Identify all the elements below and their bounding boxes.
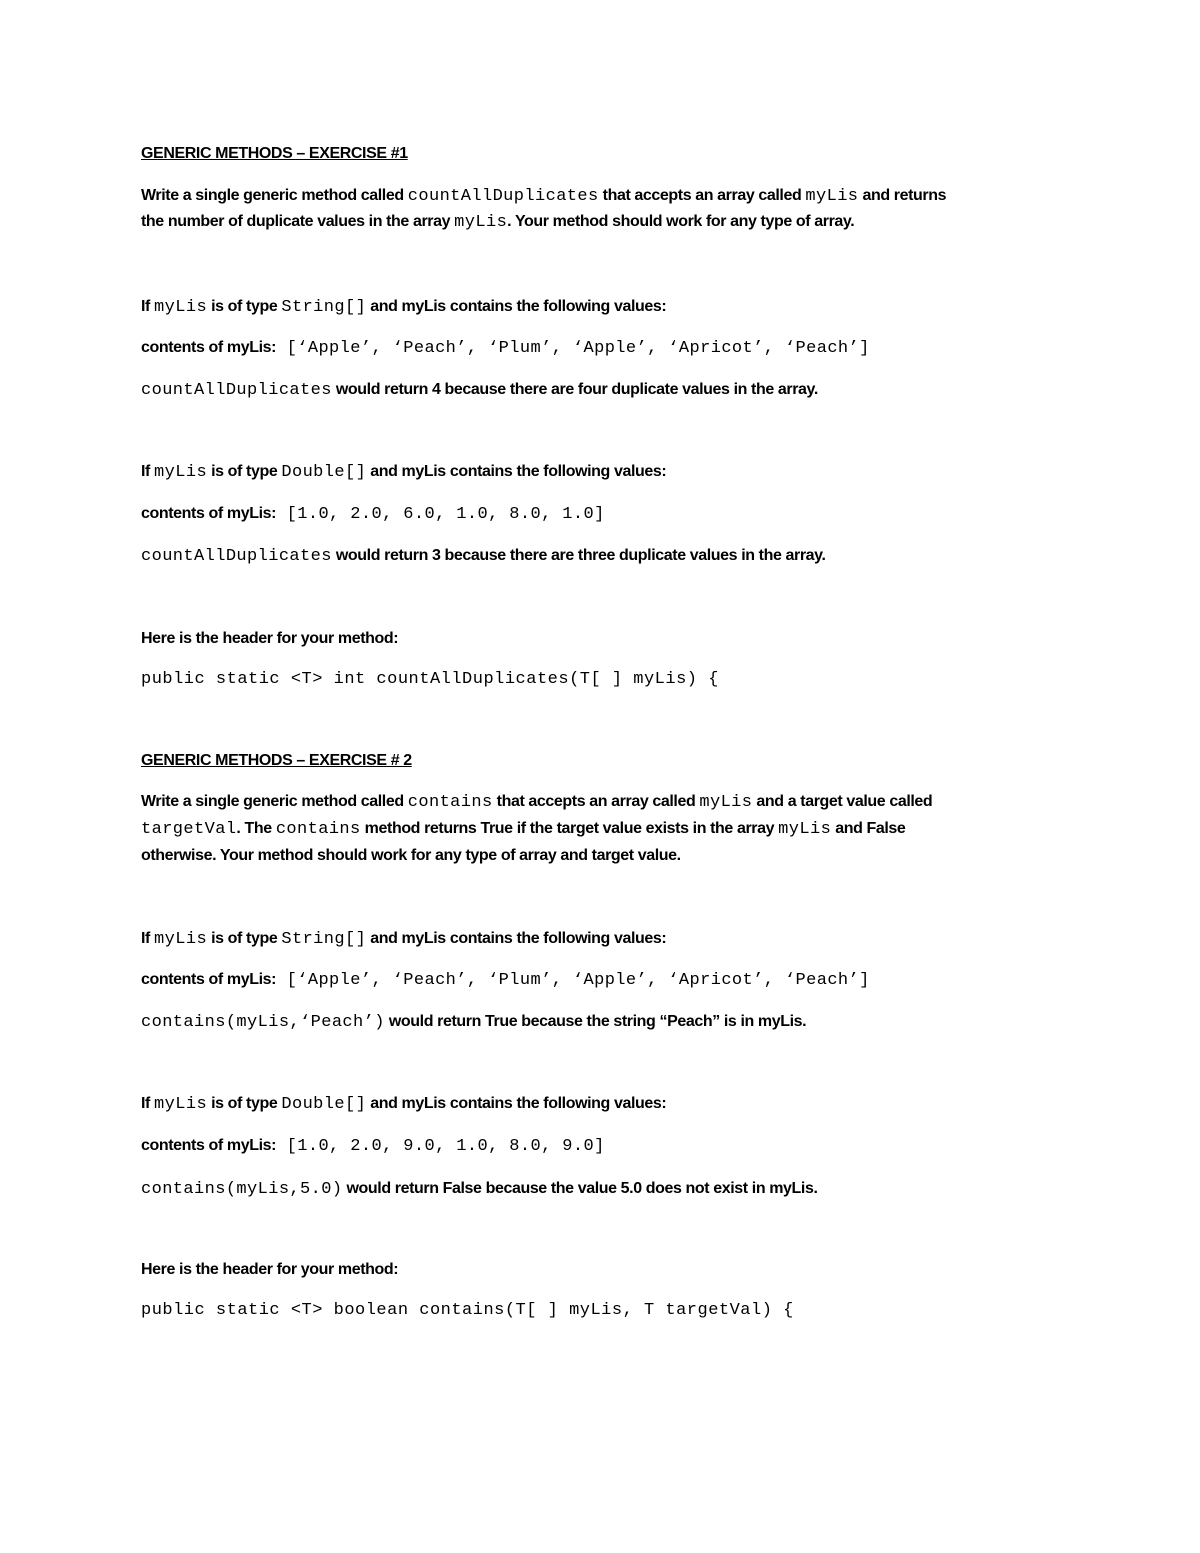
code-type: String[] bbox=[281, 298, 367, 317]
code-variable: myLis bbox=[778, 820, 832, 839]
code-method-name: contains bbox=[407, 793, 493, 812]
exercise-1-intro-line-2 bbox=[141, 211, 854, 234]
exercise-1-intro-line-1 bbox=[141, 185, 946, 208]
text: If bbox=[141, 298, 155, 315]
exercise-2-intro-line-2 bbox=[141, 818, 905, 841]
exercise-2-header-label: Here is the header for your method: bbox=[141, 1261, 399, 1278]
code-variable: myLis bbox=[454, 213, 508, 232]
contents-label: contents of myLis: bbox=[141, 339, 277, 356]
exercise-1-double-contents bbox=[141, 503, 605, 526]
code-variable: myLis bbox=[154, 298, 208, 317]
code-variable: myLis bbox=[154, 463, 208, 482]
code-method-name: countAllDuplicates bbox=[407, 187, 599, 206]
code-variable: myLis bbox=[699, 793, 753, 812]
code-type: Double[] bbox=[281, 1095, 367, 1114]
exercise-1-string-result bbox=[141, 379, 818, 402]
contents-label: contents of myLis: bbox=[141, 1137, 277, 1154]
code-variable: targetVal bbox=[141, 820, 237, 839]
text: would return True because the string “Peach” is in myLis. bbox=[384, 1013, 807, 1030]
code-type: Double[] bbox=[281, 463, 367, 482]
exercise-2-intro-line-3: otherwise. Your method should work for any type of array and target value. bbox=[141, 847, 681, 864]
code-method-name: countAllDuplicates bbox=[141, 381, 332, 400]
exercise-2-method-header-code: public static <T> boolean contains(T[ ] myLis, T targetVal) { bbox=[141, 1301, 794, 1320]
exercise-2-heading: GENERIC METHODS – EXERCISE # 2 bbox=[141, 752, 412, 769]
exercise-2-string-result bbox=[141, 1011, 806, 1034]
exercise-2-double-result bbox=[141, 1178, 818, 1201]
exercise-1-double-result bbox=[141, 545, 826, 568]
text: would return False because the value 5.0 does not exist in myLis. bbox=[342, 1180, 818, 1197]
contents-value: [‘Apple’, ‘Peach’, ‘Plum’, ‘Apple’, ‘Apricot’, ‘Peach’] bbox=[276, 971, 870, 990]
code-method-name: countAllDuplicates bbox=[141, 547, 332, 566]
code-variable: myLis bbox=[154, 1095, 208, 1114]
exercise-1-heading: GENERIC METHODS – EXERCISE #1 bbox=[141, 145, 408, 162]
text: and myLis contains the following values: bbox=[366, 298, 667, 315]
exercise-1-header-label: Here is the header for your method: bbox=[141, 630, 399, 647]
contents-value: [1.0, 2.0, 6.0, 1.0, 8.0, 1.0] bbox=[276, 505, 605, 524]
contents-label: contents of myLis: bbox=[141, 505, 277, 522]
text: If bbox=[141, 930, 155, 947]
text: is of type bbox=[207, 930, 282, 947]
exercise-2-double-case-intro bbox=[141, 1093, 666, 1116]
text: Write a single generic method called bbox=[141, 187, 408, 204]
exercise-1-double-case-intro bbox=[141, 461, 666, 484]
text: the number of duplicate values in the array bbox=[141, 213, 455, 230]
exercise-1-string-contents bbox=[141, 337, 870, 360]
text: would return 3 because there are three duplicate values in the array. bbox=[331, 547, 826, 564]
exercise-2-string-contents bbox=[141, 969, 870, 992]
contents-value: [1.0, 2.0, 9.0, 1.0, 8.0, 9.0] bbox=[276, 1137, 605, 1156]
code-method-name: contains bbox=[275, 820, 361, 839]
text: and myLis contains the following values: bbox=[366, 930, 667, 947]
text: . The bbox=[236, 820, 276, 837]
contents-label: contents of myLis: bbox=[141, 971, 277, 988]
text: Write a single generic method called bbox=[141, 793, 408, 810]
text: If bbox=[141, 463, 155, 480]
text: If bbox=[141, 1095, 155, 1112]
text: is of type bbox=[207, 463, 282, 480]
text: and myLis contains the following values: bbox=[366, 1095, 667, 1112]
exercise-1-method-header-code: public static <T> int countAllDuplicates(T[ ] myLis) { bbox=[141, 670, 719, 689]
text: . Your method should work for any type of array. bbox=[507, 213, 855, 230]
text: would return 4 because there are four duplicate values in the array. bbox=[331, 381, 818, 398]
contents-value: [‘Apple’, ‘Peach’, ‘Plum’, ‘Apple’, ‘Apricot’, ‘Peach’] bbox=[276, 339, 870, 358]
code-type: String[] bbox=[281, 930, 367, 949]
exercise-2-string-case-intro bbox=[141, 928, 666, 951]
exercise-2-double-contents bbox=[141, 1135, 605, 1158]
text: and myLis contains the following values: bbox=[366, 463, 667, 480]
code-call: contains(myLis,‘Peach’) bbox=[141, 1013, 385, 1032]
code-call: contains(myLis,5.0) bbox=[141, 1180, 343, 1199]
text: and returns bbox=[858, 187, 947, 204]
text: and a target value called bbox=[752, 793, 933, 810]
text: method returns True if the target value exists in the array bbox=[360, 820, 779, 837]
text: is of type bbox=[207, 298, 282, 315]
exercise-1-string-case-intro bbox=[141, 296, 666, 319]
code-variable: myLis bbox=[154, 930, 208, 949]
exercise-2-intro-line-1 bbox=[141, 791, 932, 814]
text: that accepts an array called bbox=[598, 187, 806, 204]
text: and False bbox=[831, 820, 906, 837]
code-variable: myLis bbox=[805, 187, 859, 206]
text: is of type bbox=[207, 1095, 282, 1112]
text: that accepts an array called bbox=[492, 793, 700, 810]
